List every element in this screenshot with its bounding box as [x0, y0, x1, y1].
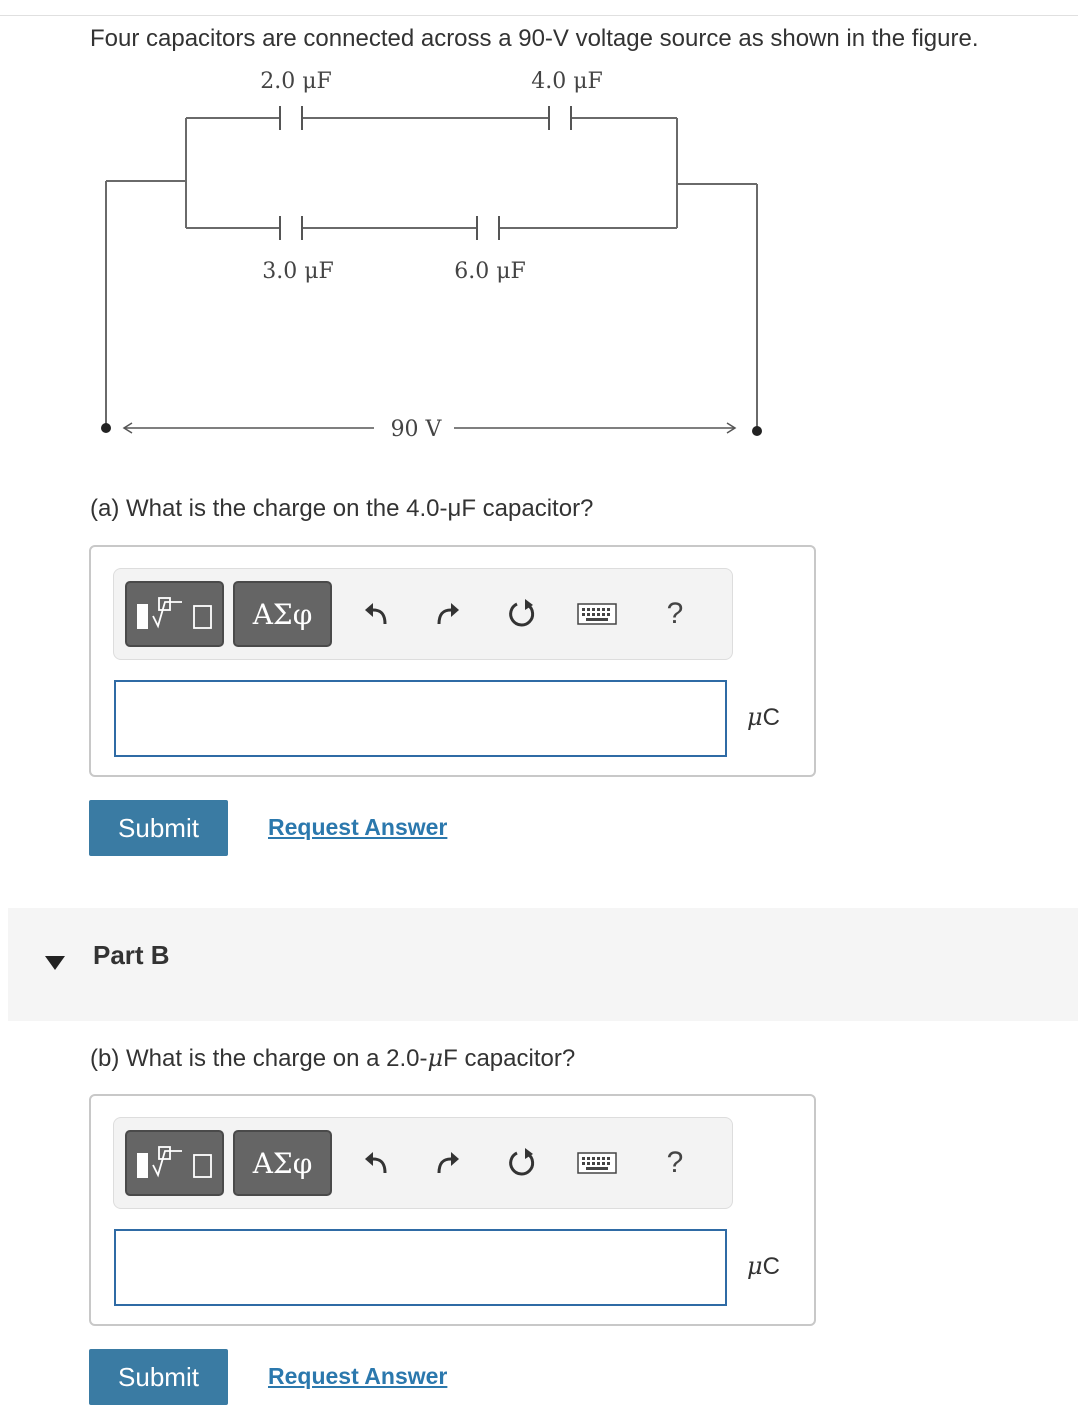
part-a-unit [747, 703, 780, 732]
help-button[interactable] [652, 1140, 698, 1186]
unit-mu: μ [747, 703, 763, 731]
part-b-answer-box [89, 1094, 816, 1326]
redo-icon [433, 600, 461, 628]
reset-icon [507, 1147, 539, 1179]
top-divider [0, 15, 1078, 16]
capacitor-2uF [280, 106, 302, 130]
part-b-unit [747, 1252, 780, 1281]
capacitor-6uF [477, 216, 499, 240]
math-template-icon [132, 594, 218, 634]
part-b-title: Part B [93, 940, 170, 970]
label-4uF: 4.0 μF [531, 69, 603, 94]
part-a-submit-button[interactable]: Submit [89, 800, 228, 856]
capacitor-3uF [280, 216, 302, 240]
circuit-wires [106, 118, 757, 427]
undo-button[interactable] [354, 1140, 400, 1186]
label-2uF: 2.0 μF [260, 69, 332, 94]
problem-statement: Four capacitors are connected across a 90-V voltage source as shown in the figure. [90, 25, 979, 52]
greek-symbols-button[interactable]: ΑΣφ [233, 1130, 332, 1196]
collapse-arrow-icon[interactable] [45, 956, 65, 970]
circuit-diagram [90, 60, 790, 450]
undo-button[interactable] [354, 591, 400, 637]
keyboard-button[interactable] [574, 1140, 620, 1186]
keyboard-icon [577, 1151, 617, 1175]
redo-button[interactable] [424, 1140, 470, 1186]
part-b-toolbar [113, 1117, 733, 1209]
undo-icon [363, 600, 391, 628]
part-b-question-suffix: F capacitor? [443, 1045, 576, 1072]
keyboard-button[interactable] [574, 591, 620, 637]
unit-mu: μ [747, 1252, 763, 1280]
part-b-request-answer-link[interactable]: Request Answer [268, 1363, 448, 1389]
capacitor-4uF [549, 106, 571, 130]
right-terminal-dot [752, 426, 762, 436]
redo-icon [433, 1149, 461, 1177]
redo-button[interactable] [424, 591, 470, 637]
label-6uF: 6.0 μF [454, 259, 526, 284]
greek-symbols-button[interactable]: ΑΣφ [233, 581, 332, 647]
unit-c: C [762, 704, 780, 731]
help-icon: ? [666, 597, 684, 630]
label-90V: 90 V [390, 417, 442, 442]
part-b-header[interactable] [8, 908, 1078, 1021]
part-a-question: (a) What is the charge on the 4.0-μF capacitor? [90, 495, 594, 522]
part-b-submit-button[interactable]: Submit [89, 1349, 228, 1405]
reset-icon [507, 598, 539, 630]
help-button[interactable] [652, 591, 698, 637]
left-terminal-dot [101, 423, 111, 433]
help-icon: ? [666, 1146, 684, 1179]
reset-button[interactable] [500, 1140, 546, 1186]
part-a-answer-input[interactable] [114, 680, 727, 757]
part-b-question [90, 1044, 575, 1073]
label-3uF: 3.0 μF [262, 259, 334, 284]
part-a-request-answer-link[interactable]: Request Answer [268, 814, 448, 840]
part-a-answer-box [89, 545, 816, 777]
part-b-answer-input[interactable] [114, 1229, 727, 1306]
keyboard-icon [577, 602, 617, 626]
part-a-toolbar [113, 568, 733, 660]
math-template-icon [132, 1143, 218, 1183]
undo-icon [363, 1149, 391, 1177]
reset-button[interactable] [500, 591, 546, 637]
part-b-question-mu: μ [427, 1044, 444, 1072]
math-template-button[interactable] [125, 581, 224, 647]
voltage-indicator [101, 417, 762, 442]
part-b-question-prefix: (b) What is the charge on a 2.0- [90, 1045, 428, 1072]
unit-c: C [762, 1253, 780, 1280]
math-template-button[interactable] [125, 1130, 224, 1196]
